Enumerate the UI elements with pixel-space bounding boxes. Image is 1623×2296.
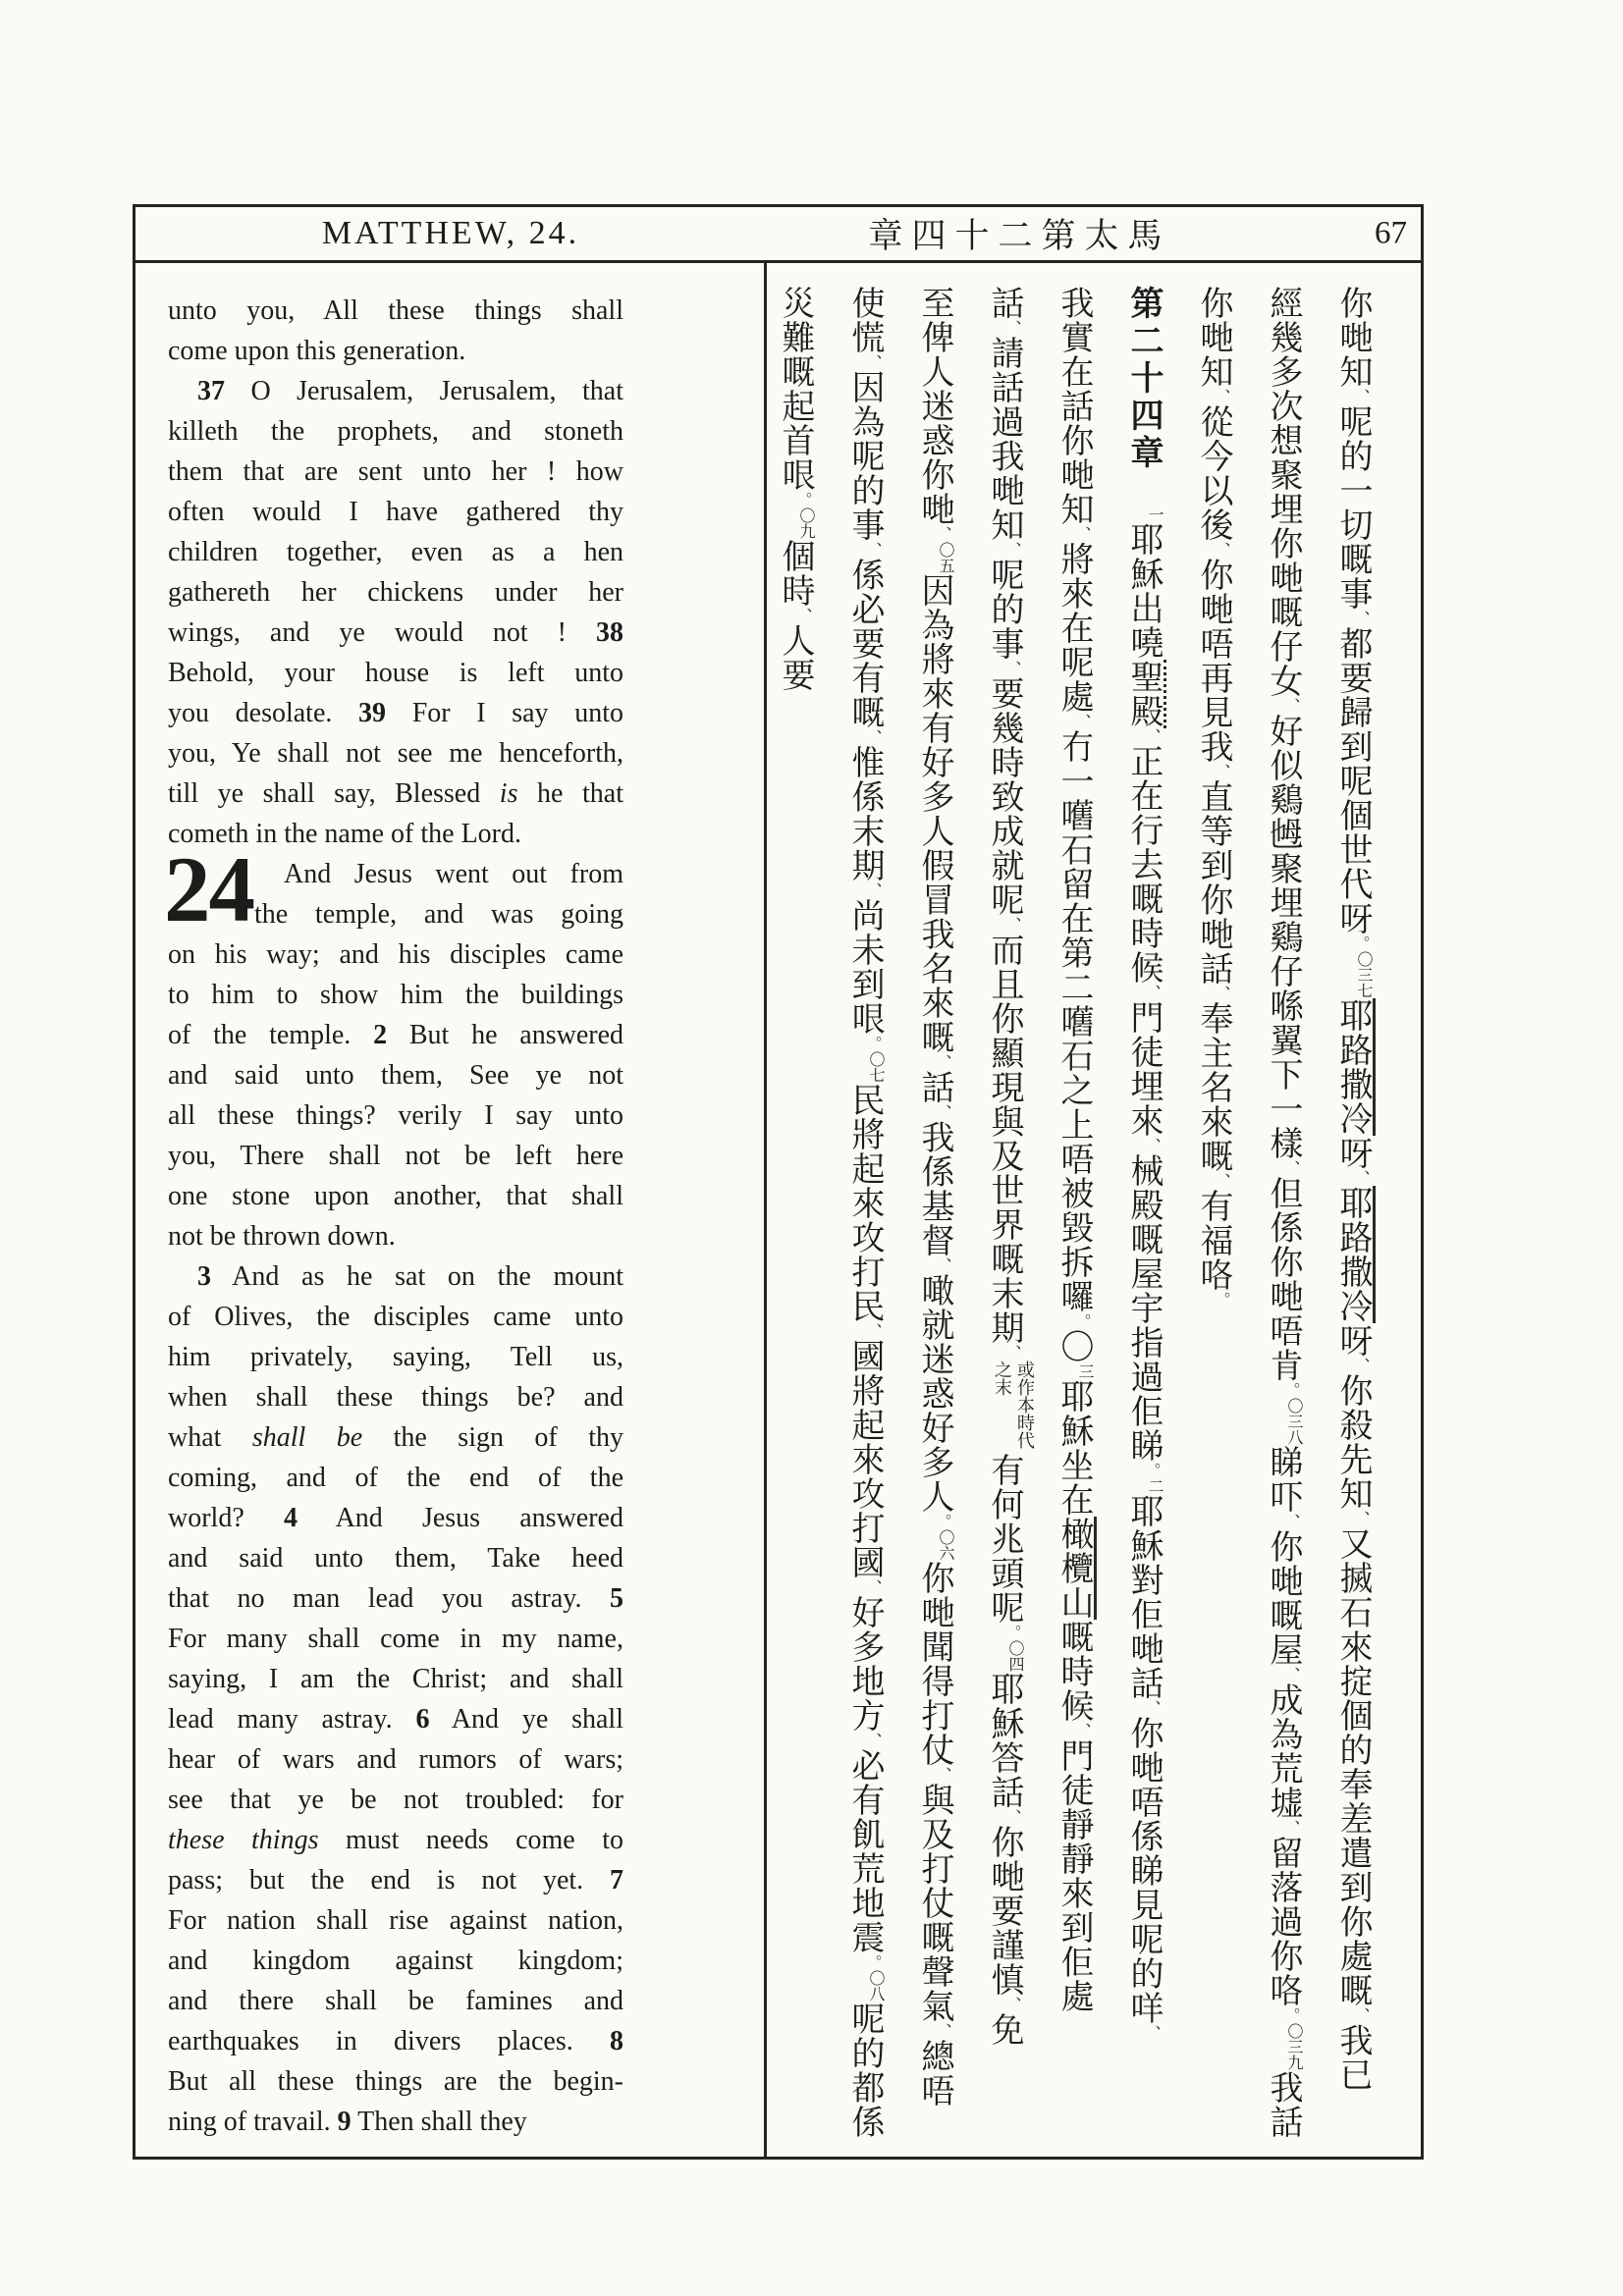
english-text-line: come upon this generation. xyxy=(168,336,466,366)
chinese-column-block xyxy=(761,286,1388,2146)
cjk-punctuation: 、 xyxy=(1073,714,1092,729)
english-text-line: killeth the prophets, and stoneth xyxy=(168,416,623,447)
english-text-line: and said unto them, Take heed xyxy=(168,1543,623,1574)
cjk-punctuation: 。 xyxy=(1352,935,1371,951)
english-text-line: them that are sent unto her ! how xyxy=(168,456,623,487)
cjk-punctuation: 、 xyxy=(1143,2025,1162,2041)
english-text-line: saying, I am the Christ; and shall xyxy=(168,1664,623,1694)
cjk-punctuation: 、 xyxy=(1003,320,1022,336)
cjk-punctuation: 。 xyxy=(1073,1313,1092,1329)
english-text-line: to him to show him the buildings xyxy=(168,980,623,1010)
running-title-chinese: 章四十二第太馬 xyxy=(868,217,1171,256)
english-text-line: Behold, your house is left unto xyxy=(168,658,623,688)
cjk-punctuation: 、 xyxy=(934,1257,952,1273)
header-chinese-cell xyxy=(766,207,1421,260)
english-text-line: wings, and ye would not ! 38 xyxy=(168,617,623,648)
english-text-line: pass; but the end is not yet. 7 xyxy=(168,1865,623,1896)
cjk-punctuation: 。 xyxy=(864,1954,883,1970)
cjk-punctuation: 。 xyxy=(1282,1382,1301,1398)
cjk-punctuation: 。 xyxy=(1143,1463,1162,1478)
cjk-punctuation: 、 xyxy=(1213,764,1231,779)
cjk-punctuation: 、 xyxy=(1213,1173,1231,1189)
english-column xyxy=(164,291,623,2142)
english-text-line: you, Ye shall not see me henceforth, xyxy=(168,738,623,769)
cjk-punctuation: 、 xyxy=(1282,698,1301,714)
cjk-punctuation: 、 xyxy=(1003,661,1022,676)
english-text-line: hear of wars and rumors of wars; xyxy=(168,1744,623,1775)
chinese-text-column: 災難嘅起首哏。〇九個時、人要 xyxy=(776,286,816,692)
cjk-punctuation: 、 xyxy=(1352,1511,1371,1526)
cjk-punctuation: 、 xyxy=(934,526,952,542)
chinese-text-column: 第二十四章 一耶穌出嘵聖殿、正在行去嘅時候、門徒埋來、械殿嘅屋宇指過佢睇。二耶穌對佢哋話、你哋唔係睇見呢的咩、 xyxy=(1124,286,1164,2041)
chapter-heading: 第二十四章 xyxy=(1124,286,1163,472)
verse-number-marker: 〇六 xyxy=(937,1529,955,1561)
cjk-punctuation: 。 xyxy=(1213,1292,1231,1308)
page-number: 67 xyxy=(1375,215,1407,251)
english-text-line: cometh in the name of the Lord. xyxy=(168,819,521,849)
cjk-punctuation: 、 xyxy=(1352,2007,1371,2023)
verse-number-marker: 〇四 xyxy=(1006,1640,1025,1672)
verse-number-marker: 三 xyxy=(1076,1363,1095,1379)
cjk-punctuation: 、 xyxy=(1213,542,1231,558)
cjk-punctuation: 、 xyxy=(864,542,883,558)
proper-noun-mark: 耶路撒冷 xyxy=(1333,998,1376,1136)
english-text-line: and said unto them, See ye not xyxy=(168,1060,623,1091)
english-text-line: of Olives, the disciples came unto xyxy=(168,1302,623,1332)
cjk-punctuation: 、 xyxy=(1143,1700,1162,1716)
cjk-punctuation: 、 xyxy=(1073,1723,1092,1738)
verse-number-marker: 二 xyxy=(1146,1478,1164,1494)
english-text-line: these things must needs come to xyxy=(168,1825,623,1855)
cjk-punctuation: 、 xyxy=(1213,389,1231,404)
verse-number-marker: 一 xyxy=(1146,507,1164,522)
english-text-line: that no man lead you astray. 5 xyxy=(168,1583,623,1614)
chinese-text-column: 經幾多次想聚埋你哋嘅仔女、好似鷄乸聚埋鷄仔喺翼下一樣、但係你哋唔肯。〇三八睇吓、你哋嘅屋、成為荒墟、留落過你咯。〇三九我話 xyxy=(1264,286,1304,2139)
chinese-text-column: 你哋知、從今以後、你哋唔再見我、直等到你哋話、奉主名來嘅、有福咯。 xyxy=(1194,286,1233,1308)
cjk-punctuation: 、 xyxy=(1282,1820,1301,1836)
cjk-punctuation: 、 xyxy=(1352,1170,1371,1186)
proper-noun-mark: 橄欖山 xyxy=(1055,1517,1097,1620)
english-text-line: unto you, All these things shall xyxy=(168,295,623,326)
cjk-punctuation: 、 xyxy=(864,882,883,898)
cjk-punctuation: 、 xyxy=(1003,1997,1022,2012)
cjk-punctuation: 、 xyxy=(934,1054,952,1070)
english-text-line: 37 O Jerusalem, Jerusalem, that xyxy=(197,376,623,406)
cjk-punctuation: 、 xyxy=(1282,1514,1301,1529)
cjk-punctuation: 、 xyxy=(864,729,883,745)
cjk-punctuation: 、 xyxy=(1352,611,1371,626)
english-text-line: lead many astray. 6 And ye shall xyxy=(168,1704,623,1735)
chinese-text-column: 話、請話過我哋知、呢的事、要幾時致成就呢、而且你顯現與及世界嘅末期、或作本時代之末有何兆頭呢。〇四耶穌答話、你哋要謹慎、免 xyxy=(985,286,1035,2047)
english-text-line: what shall be the sign of thy xyxy=(168,1422,623,1453)
cjk-punctuation: 、 xyxy=(1003,1345,1022,1361)
english-text-line: of the temple. 2 But he answered xyxy=(168,1020,623,1050)
verse-number-marker: 〇三九 xyxy=(1285,2023,1304,2070)
cjk-punctuation: 、 xyxy=(1213,986,1231,1001)
page-frame xyxy=(133,204,1424,2160)
chinese-text-column: 至俾人迷惑你哋、〇五因為將來有好多人假冒我名來嘅、話、我係基督、噉就迷惑好多人。〇六你哋聞得打仗、與及打仗嘅聲氣、總唔 xyxy=(915,286,955,2108)
page-header xyxy=(135,207,1421,263)
emphasis-mark: 聖殿 xyxy=(1124,660,1166,728)
english-text-line: the temple, and was going xyxy=(254,899,623,930)
cjk-punctuation: 、 xyxy=(1003,542,1022,558)
english-text-line: see that ye be not troubled: for xyxy=(168,1785,623,1815)
english-text-line: 3 And as he sat on the mount xyxy=(197,1261,623,1292)
verse-number-marker: 〇三七 xyxy=(1355,951,1374,998)
cjk-punctuation: 、 xyxy=(934,1767,952,1783)
chinese-text-column: 我實在話你哋知、將來在呢處、冇一嚿石留在第二嚿石之上唔被毀拆囉。〇三耶穌坐在橄欖山嘅時候、門徒靜靜來到佢處 xyxy=(1055,286,1095,2013)
cjk-punctuation: 、 xyxy=(1282,1667,1301,1682)
verse-number-marker: 〇五 xyxy=(937,542,955,573)
cjk-punctuation: 、 xyxy=(864,1733,883,1748)
cjk-punctuation: 、 xyxy=(1282,1160,1301,1176)
english-text-line: often would I have gathered thy xyxy=(168,497,623,527)
english-text-line: coming, and of the end of the xyxy=(168,1463,623,1493)
english-text-line: all these things? verily I say unto xyxy=(168,1100,623,1131)
chinese-text-column: 你哋知、呢的一切嘅事、都要歸到呢個世代呀。〇三七耶路撒冷呀、耶路撒冷呀、你殺先知、又搣石來掟個的奉差遣到你處嘅、我已 xyxy=(1333,286,1374,2092)
chinese-text-column: 使慌、因為呢的事、係必要有嘅、惟係末期、尚未到哏。〇七民將起來攻打民、國將起來攻打國、好多地方、必有飢荒地震。〇八呢的都係 xyxy=(845,286,886,2139)
cjk-punctuation: 、 xyxy=(1003,1809,1022,1825)
chapter-drop-cap: 24 xyxy=(164,837,253,941)
english-text-line: and kingdom against kingdom; xyxy=(168,1946,623,1976)
inline-annotation: 或作本時代之末 xyxy=(992,1361,1035,1449)
english-text-line: children together, even as a hen xyxy=(168,537,623,567)
cjk-punctuation: 。 xyxy=(794,492,813,507)
cjk-punctuation: 。 xyxy=(1003,1625,1022,1640)
english-text-line: till ye shall say, Blessed is he that xyxy=(168,778,623,809)
english-text-line: For many shall come in my name, xyxy=(168,1624,623,1654)
english-text-line: not be thrown down. xyxy=(168,1221,396,1252)
cjk-punctuation: 、 xyxy=(864,1579,883,1595)
english-text-line: For nation shall rise against nation, xyxy=(168,1905,623,1936)
cjk-punctuation: 、 xyxy=(794,608,813,623)
cjk-punctuation: 、 xyxy=(1003,917,1022,933)
english-text-line: world? 4 And Jesus answered xyxy=(168,1503,623,1533)
proper-noun-mark: 耶路撒冷 xyxy=(1333,1186,1376,1323)
cjk-punctuation: 。 xyxy=(864,1036,883,1051)
english-text-line: on his way; and his disciples came xyxy=(168,939,623,970)
english-text-line: when shall these things be? and xyxy=(168,1382,623,1413)
english-text-line: one stone upon another, that shall xyxy=(168,1181,623,1211)
cjk-punctuation: 、 xyxy=(1352,389,1371,404)
english-text-line: you desolate. 39 For I say unto xyxy=(168,698,623,728)
english-text-line: But all these things are the begin- xyxy=(168,2066,623,2097)
cjk-punctuation: 、 xyxy=(1143,1138,1162,1153)
verse-number-marker: 〇七 xyxy=(867,1051,886,1083)
english-text-line: ning of travail. 9 Then shall they xyxy=(168,2107,527,2137)
cjk-punctuation: 、 xyxy=(1073,526,1092,542)
cjk-punctuation: 。 xyxy=(934,1514,952,1529)
verse-number-marker: 〇三八 xyxy=(1285,1398,1304,1445)
english-text-line: him privately, saying, Tell us, xyxy=(168,1342,623,1372)
cjk-punctuation: 、 xyxy=(864,1323,883,1339)
cjk-punctuation: 、 xyxy=(934,2023,952,2039)
cjk-punctuation: 。 xyxy=(1282,2007,1301,2023)
header-english-cell xyxy=(135,207,766,260)
verse-number-marker: 〇九 xyxy=(797,507,816,539)
running-title-english: MATTHEW, 24. xyxy=(321,215,580,251)
english-text-line: you, There shall not be left here xyxy=(168,1141,623,1171)
english-text-line: earthquakes in divers places. 8 xyxy=(168,2026,623,2056)
cjk-punctuation: 、 xyxy=(934,1104,952,1120)
cjk-punctuation: 、 xyxy=(1352,1358,1371,1373)
english-text-line: and there shall be famines and xyxy=(168,1986,623,2016)
english-text-line: gathereth her chickens under her xyxy=(168,577,623,608)
english-text-line: And Jesus went out from xyxy=(284,859,623,889)
cjk-punctuation: 、 xyxy=(864,354,883,370)
verse-number-marker: 〇八 xyxy=(867,1970,886,2002)
cjk-punctuation: 、 xyxy=(1143,985,1162,1000)
cjk-punctuation: 、 xyxy=(1143,728,1162,744)
